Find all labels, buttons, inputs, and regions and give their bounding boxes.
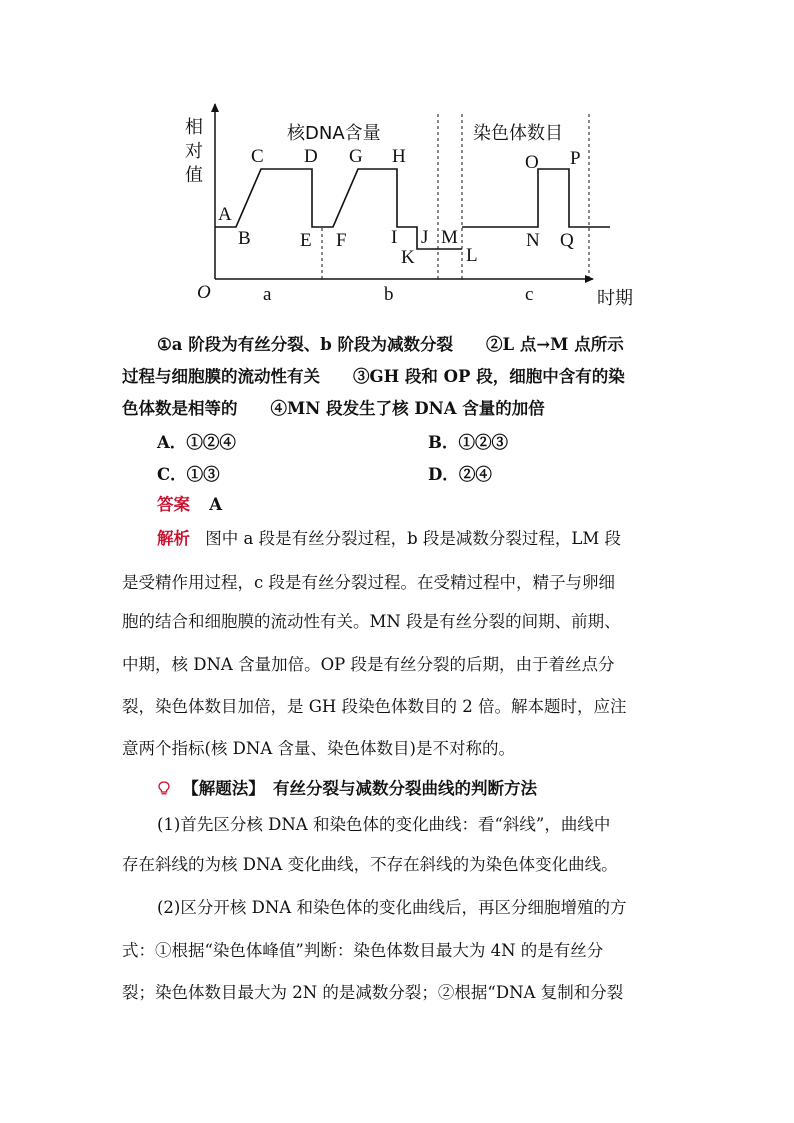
option-c-key: C． bbox=[157, 465, 187, 484]
answer-row bbox=[157, 493, 222, 517]
point-label-H: H bbox=[392, 146, 406, 167]
point-label-I: I bbox=[391, 227, 398, 248]
option-a-text: ①②④ bbox=[186, 433, 236, 452]
analysis-text-1: 图中 a 段是有丝分裂过程，b 段是减数分裂过程，LM 段 bbox=[205, 529, 621, 548]
stage-label-a: a bbox=[263, 284, 272, 305]
point-label-A: A bbox=[218, 204, 232, 225]
analysis-line-5: 裂，染色体数目加倍，是 GH 段染色体数目的 2 倍。解本题时，应注 bbox=[122, 697, 627, 716]
point-label-G: G bbox=[349, 146, 363, 167]
section-label-chromosome: 染色体数目 bbox=[473, 123, 563, 144]
point-label-Q: Q bbox=[560, 230, 574, 251]
x-axis-label: 时期 bbox=[597, 288, 633, 309]
analysis-line-1 bbox=[157, 527, 621, 551]
method-line-5: 裂；染色体数目最大为 2N 的是减数分裂；②根据“DNA 复制和分裂 bbox=[122, 983, 624, 1002]
option-b bbox=[428, 429, 508, 453]
point-label-C: C bbox=[251, 146, 264, 167]
option-a-key: A． bbox=[157, 433, 187, 452]
option-c-text: ①③ bbox=[186, 465, 220, 484]
point-label-K: K bbox=[401, 247, 415, 268]
method-line-4: 式：①根据“染色体峰值”判断：染色体数目最大为 4N 的是有丝分 bbox=[122, 941, 604, 960]
y-label-1: 对 bbox=[185, 141, 203, 162]
lightbulb-icon bbox=[157, 781, 171, 795]
point-label-L: L bbox=[466, 245, 478, 266]
y-label-0: 相 bbox=[185, 117, 203, 138]
method-title-row bbox=[157, 777, 537, 801]
option-b-key: B． bbox=[428, 433, 459, 452]
option-d bbox=[428, 461, 492, 485]
point-label-P: P bbox=[570, 148, 581, 169]
point-label-D: D bbox=[304, 146, 318, 167]
analysis-label: 解析 bbox=[157, 529, 190, 548]
option-b-text: ①②③ bbox=[458, 433, 508, 452]
option-d-key: D． bbox=[428, 465, 459, 484]
point-label-F: F bbox=[336, 230, 347, 251]
method-line-3: (2)区分开核 DNA 和染色体的变化曲线后，再区分细胞增殖的方 bbox=[157, 898, 627, 917]
question-line-3: 色体数是相等的 ④MN 段发生了核 DNA 含量的加倍 bbox=[122, 399, 545, 418]
point-label-M: M bbox=[441, 227, 458, 248]
option-d-text: ②④ bbox=[458, 465, 492, 484]
analysis-line-2: 是受精作用过程，c 段是有丝分裂过程。在受精过程中，精子与卵细 bbox=[122, 573, 615, 592]
stage-label-b: b bbox=[384, 284, 394, 305]
method-line-1: (1)首先区分核 DNA 和染色体的变化曲线：看“斜线”，曲线中 bbox=[157, 815, 611, 834]
analysis-line-3: 胞的结合和细胞膜的流动性有关。MN 段是有丝分裂的间期、前期、 bbox=[122, 612, 621, 631]
section-label-dna: 核DNA含量 bbox=[287, 123, 381, 144]
question-line-2: 过程与细胞膜的流动性有关 ③GH 段和 OP 段，细胞中含有的染 bbox=[122, 367, 625, 386]
answer-label: 答案 bbox=[157, 495, 190, 514]
method-title: 【解题法】 有丝分裂与减数分裂曲线的判断方法 bbox=[182, 779, 537, 798]
option-c bbox=[157, 461, 220, 485]
analysis-line-4: 中期，核 DNA 含量加倍。OP 段是有丝分裂的后期，由于着丝点分 bbox=[122, 655, 615, 674]
point-label-J: J bbox=[421, 227, 429, 248]
point-label-E: E bbox=[300, 230, 312, 251]
question-line-1: ①a 阶段为有丝分裂、b 阶段为减数分裂 ②L 点→M 点所示 bbox=[157, 335, 624, 354]
analysis-line-6: 意两个指标(核 DNA 含量、染色体数目)是不对称的。 bbox=[122, 739, 515, 758]
y-label-2: 值 bbox=[185, 165, 203, 186]
answer-value: A bbox=[209, 495, 223, 514]
point-label-O: O bbox=[525, 152, 539, 173]
origin-label: O bbox=[197, 282, 211, 303]
figure-svg bbox=[165, 96, 663, 322]
point-label-N: N bbox=[526, 230, 540, 251]
option-a bbox=[157, 429, 236, 453]
method-line-2: 存在斜线的为核 DNA 变化曲线，不存在斜线的为染色体变化曲线。 bbox=[122, 855, 618, 874]
chromosome-number-curve bbox=[462, 169, 610, 227]
point-label-B: B bbox=[238, 228, 251, 249]
stage-label-c: c bbox=[525, 284, 534, 305]
dna-chromosome-figure bbox=[165, 96, 663, 322]
